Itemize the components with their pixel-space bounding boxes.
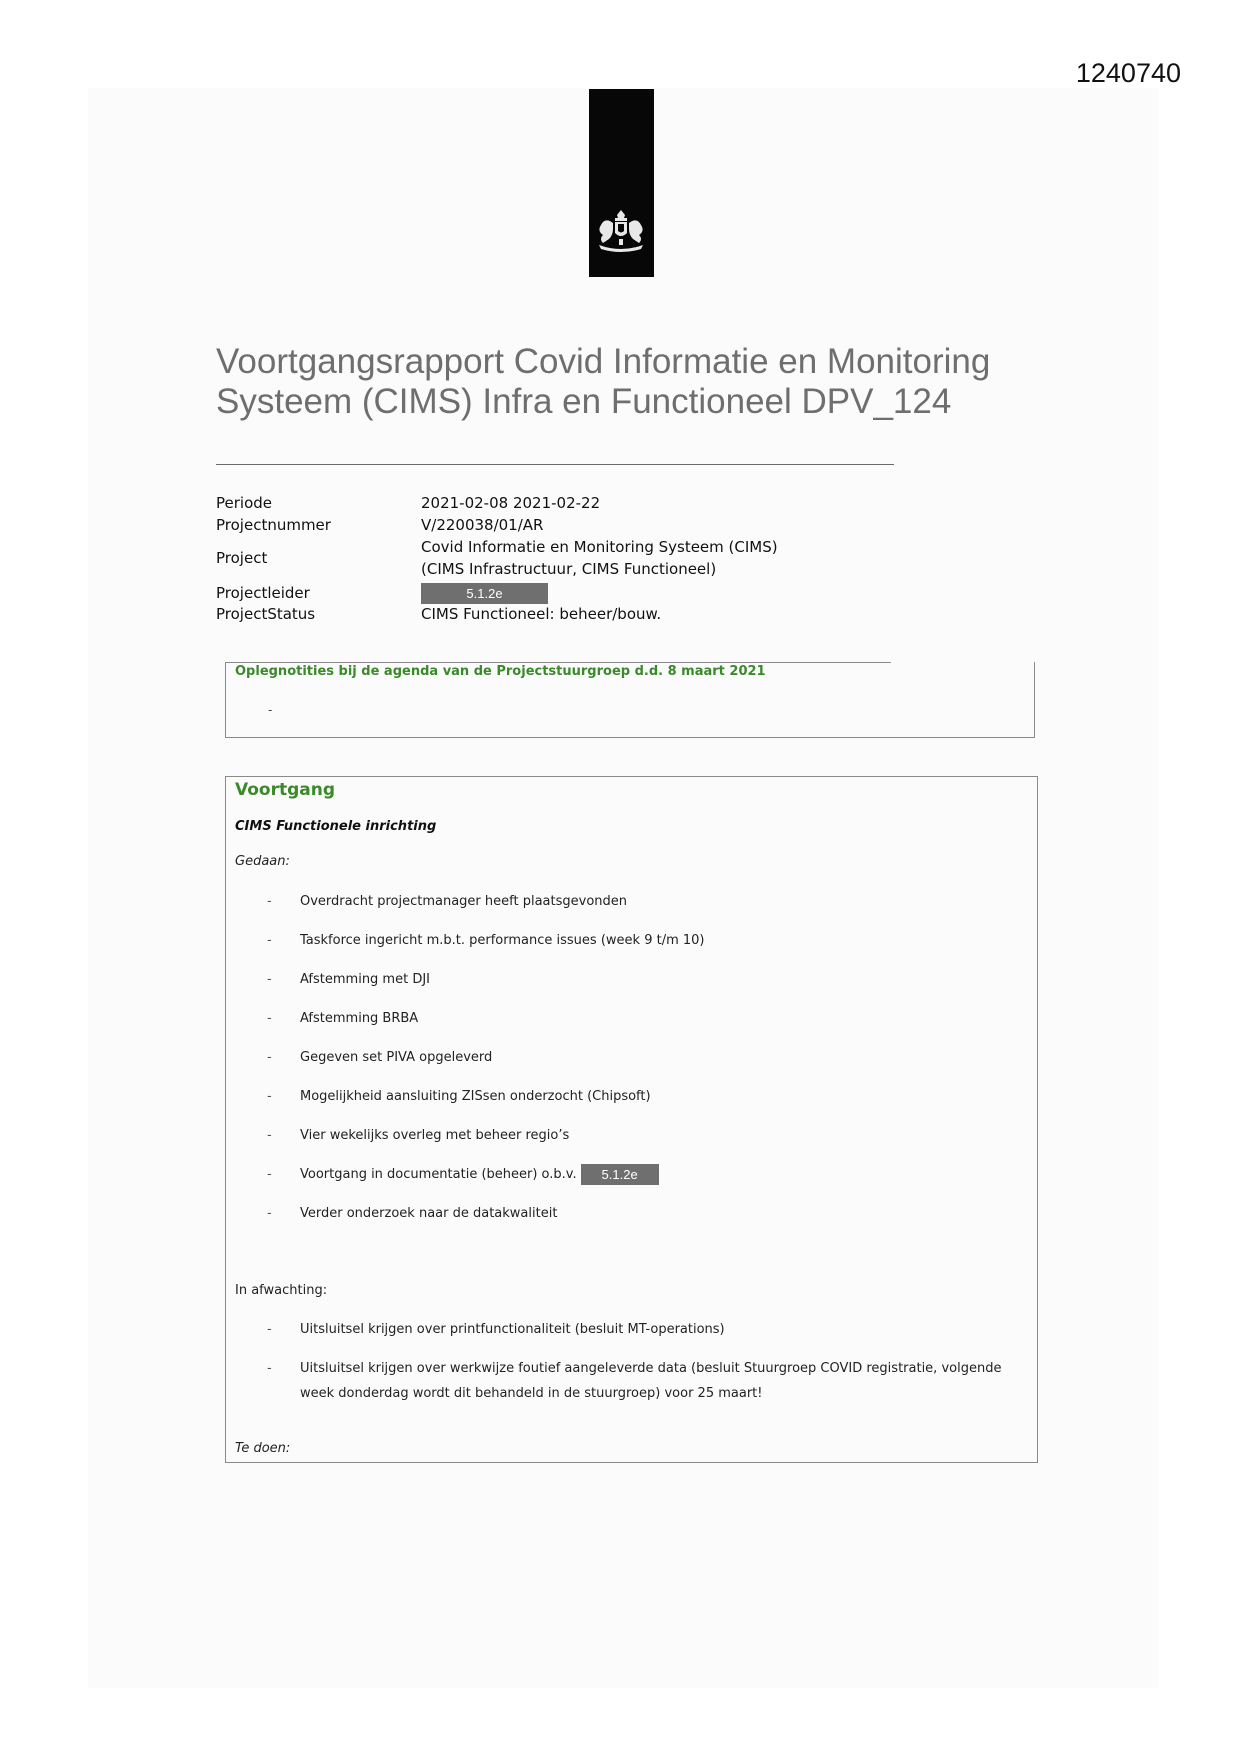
title-line-1: Voortgangsrapport Covid Informatie en Monitoring	[216, 342, 991, 381]
gedaan-item	[267, 1162, 1027, 1187]
gedaan-item	[267, 928, 1027, 953]
afwachting-item-text: Uitsluitsel krijgen over printfunctionaliteit (besluit MT-operations)	[300, 1322, 725, 1337]
afwachting-item	[267, 1356, 1027, 1406]
list-bullet: -	[267, 1011, 272, 1026]
periode-value: 2021-02-08 2021-02-22	[421, 494, 601, 512]
gedaan-item-text: Voortgang in documentatie (beheer) o.b.v.	[300, 1167, 577, 1182]
gedaan-item	[267, 1084, 1027, 1109]
projectleider-label: Projectleider	[216, 584, 310, 602]
afwachting-item-text: Uitsluitsel krijgen over werkwijze foutief aangeleverde data (besluit Stuurgroep COVID registratie, volgende week donderdag wordt dit behandeld in de stuurgroep) voor 25 maart!	[300, 1361, 1002, 1401]
gedaan-item	[267, 1006, 1027, 1031]
projectnummer-value: V/220038/01/AR	[421, 516, 544, 534]
list-bullet: -	[267, 1167, 272, 1182]
periode-label: Periode	[216, 494, 273, 512]
gedaan-item-text: Mogelijkheid aansluiting ZISsen onderzocht (Chipsoft)	[300, 1089, 651, 1104]
oplegnotities-box	[225, 662, 1035, 738]
voortgang-title: Voortgang	[235, 780, 336, 800]
document-number: 1240740	[1075, 58, 1181, 88]
list-bullet: -	[267, 972, 272, 987]
gedaan-item	[267, 889, 1027, 914]
gedaan-item	[267, 967, 1027, 992]
voortgang-subtitle: CIMS Functionele inrichting	[235, 819, 437, 834]
te-doen-label: Te doen:	[235, 1441, 291, 1456]
gedaan-item-text: Verder onderzoek naar de datakwaliteit	[300, 1206, 558, 1221]
list-bullet: -	[267, 1050, 272, 1065]
gedaan-label: Gedaan:	[235, 854, 290, 869]
title-divider	[216, 464, 894, 465]
afwachting-item	[267, 1317, 1027, 1342]
gedaan-item-redaction: 5.1.2e	[581, 1164, 659, 1185]
gedaan-item-text: Overdracht projectmanager heeft plaatsgevonden	[300, 894, 628, 909]
gedaan-item	[267, 1045, 1027, 1070]
gedaan-item-text: Gegeven set PIVA opgeleverd	[300, 1050, 493, 1065]
project-label: Project	[216, 549, 268, 567]
list-bullet: -	[267, 894, 272, 909]
gedaan-item-text: Afstemming BRBA	[300, 1011, 419, 1026]
gedaan-item-text: Afstemming met DJI	[300, 972, 431, 987]
list-bullet: -	[267, 1089, 272, 1104]
gedaan-item	[267, 1201, 1027, 1226]
gedaan-item-text: Vier wekelijks overleg met beheer regio’s	[300, 1128, 570, 1143]
project-value-line2: (CIMS Infrastructuur, CIMS Functioneel)	[421, 560, 717, 578]
list-bullet: -	[267, 1206, 272, 1221]
project-value-line1: Covid Informatie en Monitoring Systeem (CIMS)	[421, 538, 778, 556]
government-logo	[589, 89, 654, 277]
afwachting-label: In afwachting:	[235, 1283, 328, 1298]
document-title	[216, 342, 1066, 422]
oplegnotities-heading: Oplegnotities bij de agenda van de Projectstuurgroep d.d. 8 maart 2021	[235, 664, 766, 679]
royal-coat-of-arms-icon	[591, 209, 652, 253]
projectstatus-label: ProjectStatus	[216, 605, 316, 623]
list-bullet: -	[267, 1361, 272, 1376]
list-bullet: -	[267, 1128, 272, 1143]
title-line-2: Systeem (CIMS) Infra en Functioneel DPV_124	[216, 382, 952, 421]
projectleider-redaction: 5.1.2e	[421, 583, 548, 604]
projectstatus-value: CIMS Functioneel: beheer/bouw.	[421, 605, 662, 623]
projectnummer-label: Projectnummer	[216, 516, 331, 534]
list-bullet: -	[267, 933, 272, 948]
list-bullet: -	[267, 1322, 272, 1337]
gedaan-item	[267, 1123, 1027, 1148]
oplegnotities-item: -	[268, 702, 273, 717]
gedaan-item-text: Taskforce ingericht m.b.t. performance issues (week 9 t/m 10)	[300, 933, 705, 948]
voortgang-box	[225, 776, 1038, 1463]
